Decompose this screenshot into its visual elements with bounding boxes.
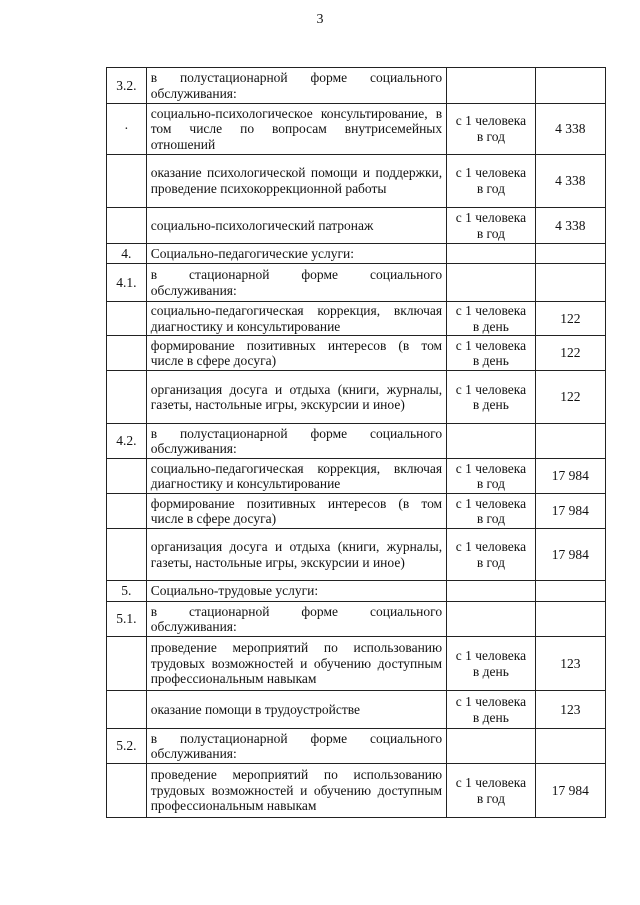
service-name: в стационарной форме социального обслуживания:	[146, 264, 446, 302]
table-row	[107, 336, 606, 371]
unit-of-measure: с 1 человека в год	[447, 459, 536, 494]
table-row	[107, 104, 606, 155]
unit-of-measure: с 1 человека в год	[447, 764, 536, 818]
unit-of-measure	[447, 68, 536, 104]
unit-of-measure	[447, 729, 536, 764]
unit-of-measure: с 1 человека в день	[447, 302, 536, 336]
service-name: оказание помощи в трудоустройстве	[146, 691, 446, 729]
table-row	[107, 729, 606, 764]
price-value	[535, 264, 605, 302]
table-row	[107, 155, 606, 208]
row-number	[107, 691, 147, 729]
page-number: 3	[316, 12, 324, 27]
unit-of-measure	[447, 244, 536, 264]
row-number: 4.1.	[107, 264, 147, 302]
service-name: проведение мероприятий по использованию трудовых возможностей и обучению доступным профессиональным навыкам	[146, 764, 446, 818]
price-value: 123	[535, 691, 605, 729]
price-value: 4 338	[535, 208, 605, 244]
row-number	[107, 459, 147, 494]
table-row	[107, 68, 606, 104]
service-name: в стационарной форме социального обслуживания:	[146, 602, 446, 637]
unit-of-measure	[447, 602, 536, 637]
service-name: проведение мероприятий по использованию трудовых возможностей и обучению доступным профессиональным навыкам	[146, 637, 446, 691]
unit-of-measure	[447, 264, 536, 302]
row-number	[107, 371, 147, 424]
unit-of-measure: с 1 человека в день	[447, 637, 536, 691]
price-value	[535, 424, 605, 459]
service-name: в полустационарной форме социального обслуживания:	[146, 68, 446, 104]
price-value: 17 984	[535, 494, 605, 529]
service-name: формирование позитивных интересов (в том числе в сфере досуга)	[146, 336, 446, 371]
table-row	[107, 424, 606, 459]
unit-of-measure: с 1 человека в день	[447, 336, 536, 371]
unit-of-measure: с 1 человека в год	[447, 208, 536, 244]
row-number: 5.	[107, 581, 147, 602]
table-row	[107, 691, 606, 729]
unit-of-measure: с 1 человека в день	[447, 371, 536, 424]
table-row	[107, 494, 606, 529]
service-name: Социально-трудовые услуги:	[146, 581, 446, 602]
table-row	[107, 602, 606, 637]
table-row	[107, 764, 606, 818]
services-price-table	[106, 67, 606, 818]
price-value	[535, 729, 605, 764]
unit-of-measure: с 1 человека в день	[447, 691, 536, 729]
row-number	[107, 336, 147, 371]
price-value: 4 338	[535, 104, 605, 155]
service-name: социально-психологический патронаж	[146, 208, 446, 244]
price-value: 122	[535, 302, 605, 336]
service-name: социально-педагогическая коррекция, включая диагностику и консультирование	[146, 302, 446, 336]
unit-of-measure: с 1 человека в год	[447, 529, 536, 581]
price-value: 122	[535, 371, 605, 424]
row-number: 3.2.	[107, 68, 147, 104]
table-row	[107, 581, 606, 602]
row-number: ·	[107, 104, 147, 155]
table-row	[107, 459, 606, 494]
price-value	[535, 244, 605, 264]
price-value	[535, 602, 605, 637]
price-value: 17 984	[535, 459, 605, 494]
table-row	[107, 371, 606, 424]
row-number: 4.2.	[107, 424, 147, 459]
row-number: 4.	[107, 244, 147, 264]
table-row	[107, 529, 606, 581]
service-name: оказание психологической помощи и поддержки, проведение психокоррекционной работы	[146, 155, 446, 208]
table-row	[107, 264, 606, 302]
row-number	[107, 155, 147, 208]
price-value: 17 984	[535, 764, 605, 818]
unit-of-measure: с 1 человека в год	[447, 155, 536, 208]
row-number	[107, 494, 147, 529]
row-number	[107, 637, 147, 691]
price-value: 4 338	[535, 155, 605, 208]
price-value: 17 984	[535, 529, 605, 581]
unit-of-measure: с 1 человека в год	[447, 104, 536, 155]
service-name: организация досуга и отдыха (книги, журналы, газеты, настольные игры, экскурсии и иное)	[146, 529, 446, 581]
service-name: в полустационарной форме социального обслуживания:	[146, 729, 446, 764]
table-row	[107, 244, 606, 264]
unit-of-measure	[447, 424, 536, 459]
service-name: в полустационарной форме социального обслуживания:	[146, 424, 446, 459]
unit-of-measure: с 1 человека в год	[447, 494, 536, 529]
service-name: социально-психологическое консультирование, в том числе по вопросам внутрисемейных отношений	[146, 104, 446, 155]
unit-of-measure	[447, 581, 536, 602]
price-value: 122	[535, 336, 605, 371]
price-value	[535, 581, 605, 602]
service-name: социально-педагогическая коррекция, включая диагностику и консультирование	[146, 459, 446, 494]
table-row	[107, 637, 606, 691]
service-name: Социально-педагогические услуги:	[146, 244, 446, 264]
table-row	[107, 302, 606, 336]
price-value: 123	[535, 637, 605, 691]
row-number: 5.2.	[107, 729, 147, 764]
row-number	[107, 529, 147, 581]
row-number: 5.1.	[107, 602, 147, 637]
service-name: организация досуга и отдыха (книги, журналы, газеты, настольные игры, экскурсии и иное)	[146, 371, 446, 424]
row-number	[107, 764, 147, 818]
row-number	[107, 208, 147, 244]
table-row	[107, 208, 606, 244]
row-number	[107, 302, 147, 336]
service-name: формирование позитивных интересов (в том числе в сфере досуга)	[146, 494, 446, 529]
price-value	[535, 68, 605, 104]
